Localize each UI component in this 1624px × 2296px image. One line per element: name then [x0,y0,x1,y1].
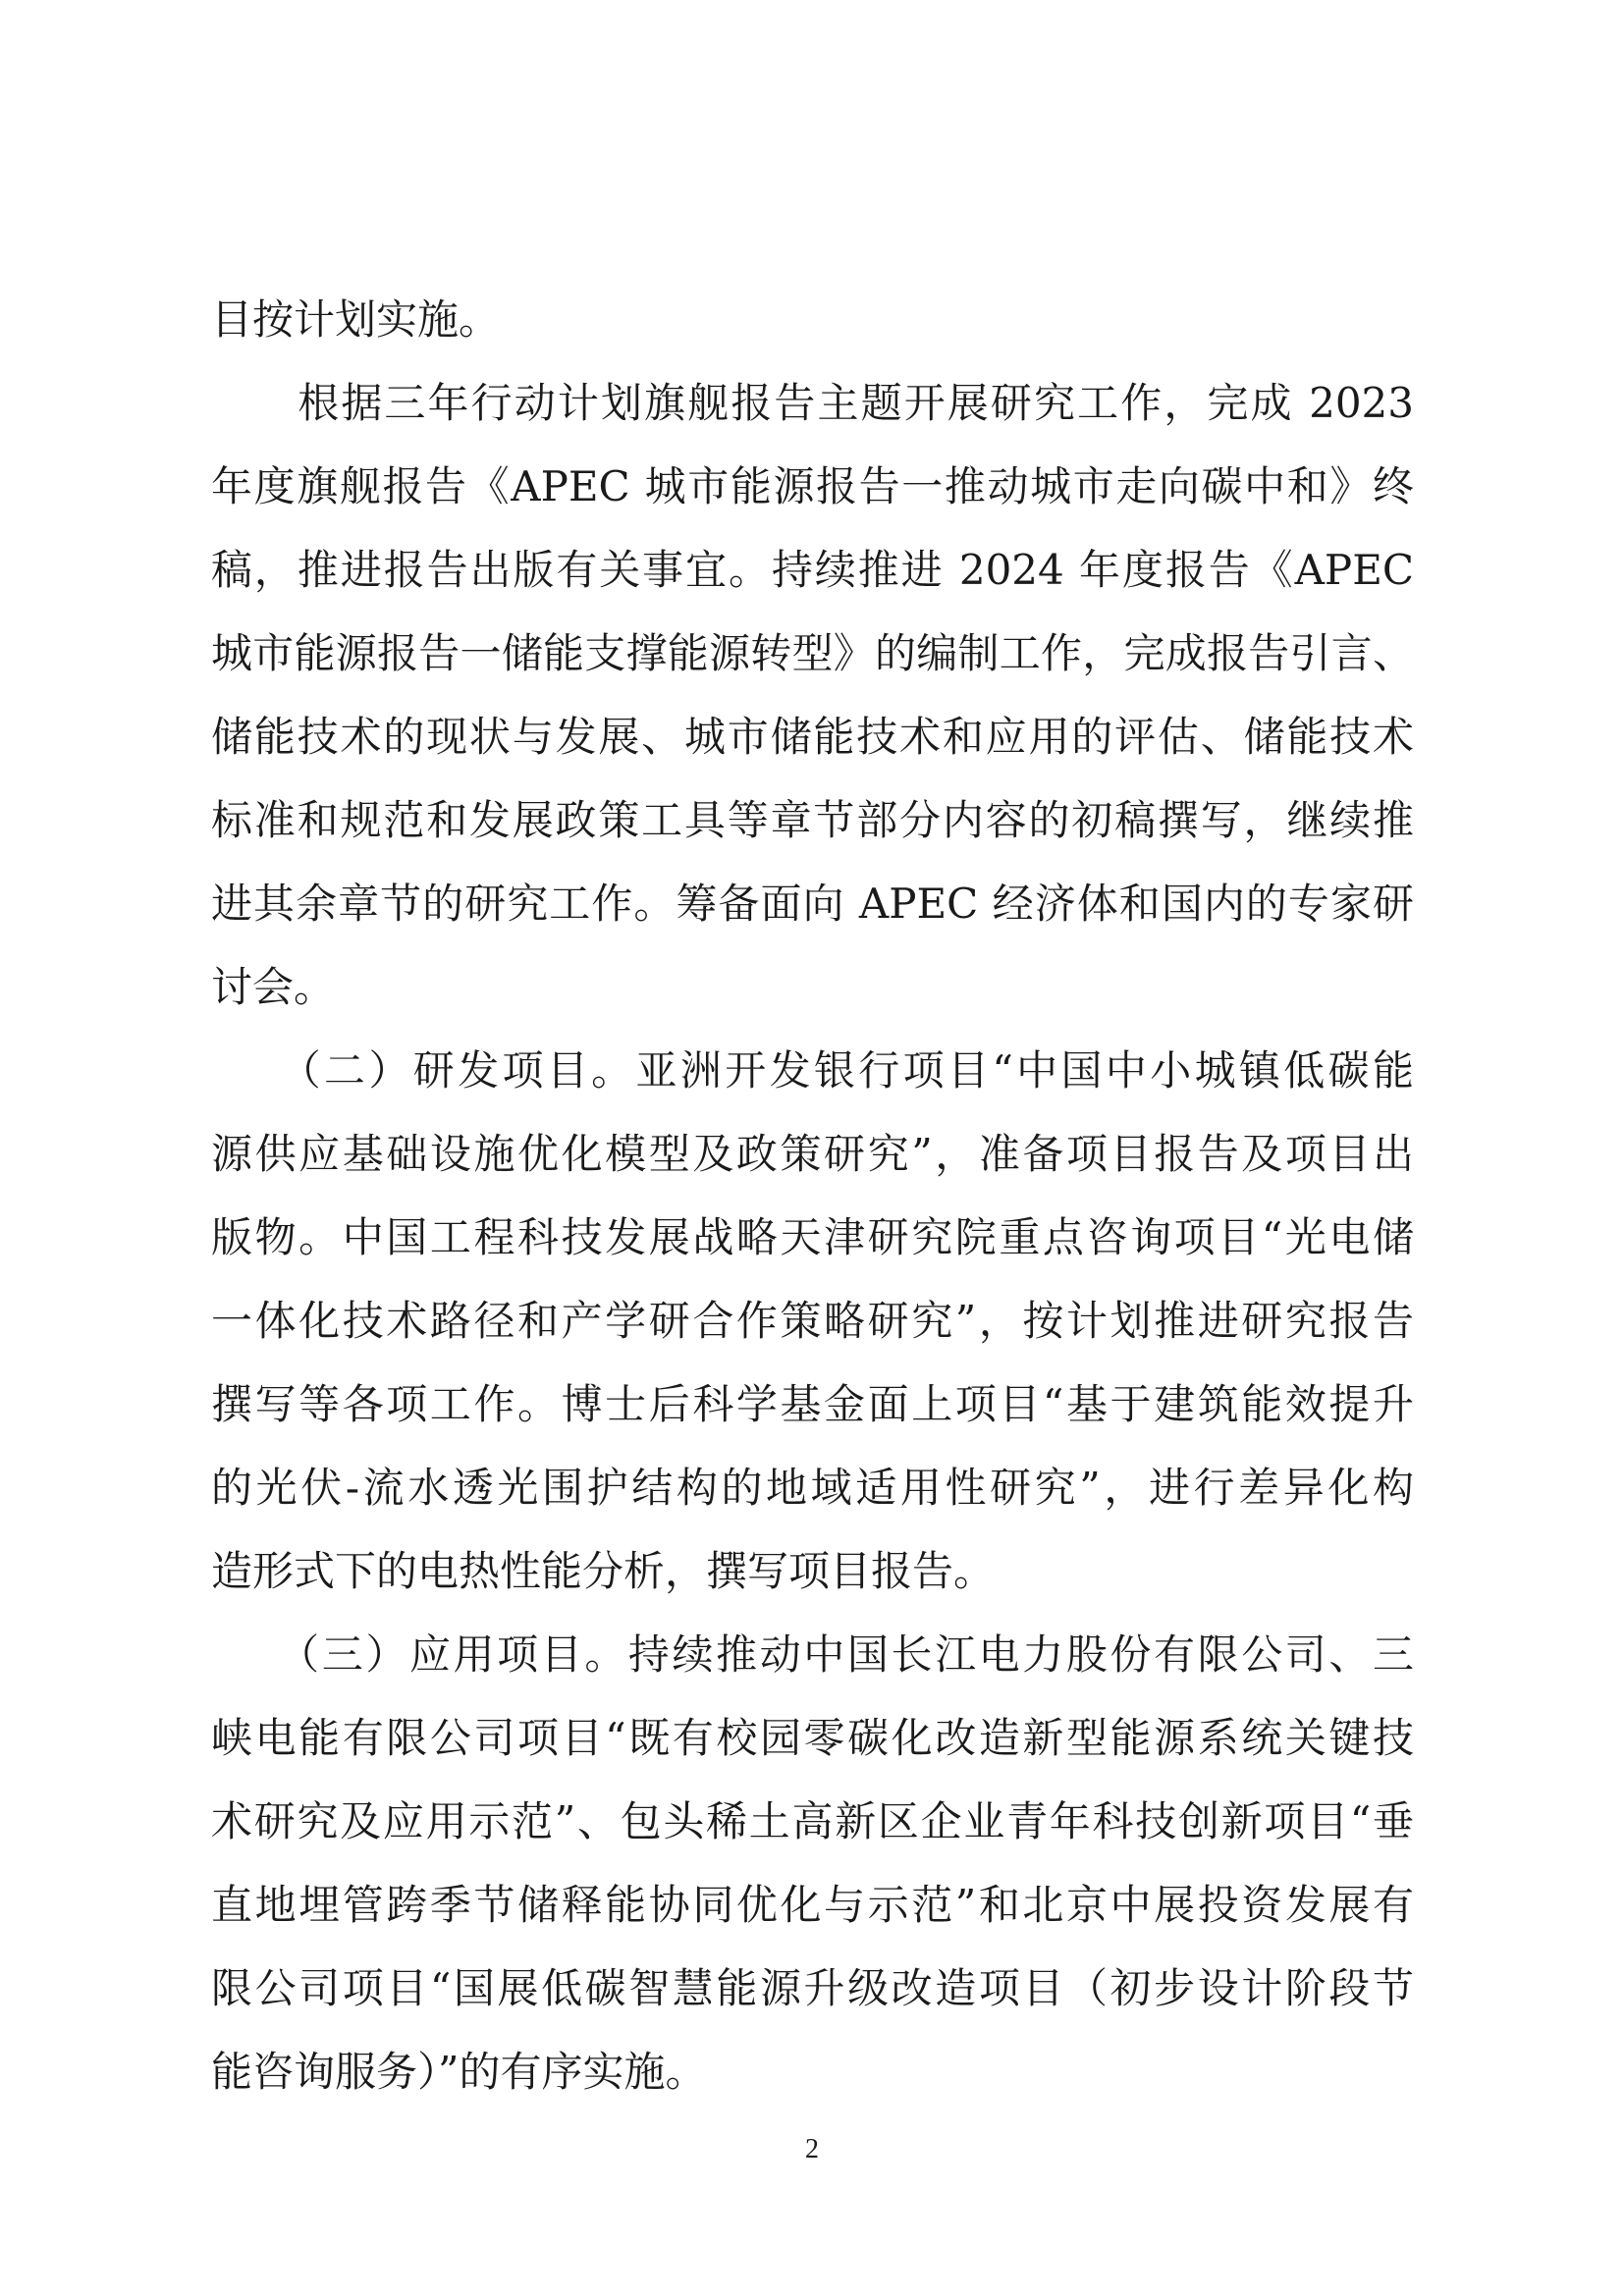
text-line: 术研究及应用示范”、包头稀土高新区企业青年科技创新项目“垂 [211,1797,1414,1845]
text-line: 峡电能有限公司项目“既有校园零碳化改造新型能源系统关键技 [211,1714,1414,1762]
text-line: 根据三年行动计划旗舰报告主题开展研究工作，完成 2023 [211,379,1414,427]
text-line: 撰写等各项工作。博士后科学基金面上项目“基于建筑能效提升 [211,1380,1414,1428]
text-line: 能咨询服务）”的有序实施。 [211,2048,707,2096]
text-line: 储能技术的现状与发展、城市储能技术和应用的评估、储能技术 [211,713,1414,761]
text-line: （二）研发项目。亚洲开发银行项目“中国中小城镇低碳能 [211,1046,1414,1095]
page-number: 2 [805,2134,819,2164]
text-line: 城市能源报告一储能支撑能源转型》的编制工作，完成报告引言、 [211,629,1414,677]
text-line: （三）应用项目。持续推动中国长江电力股份有限公司、三 [211,1630,1414,1679]
text-line: 源供应基础设施优化模型及政策研究”，准备项目报告及项目出 [211,1130,1414,1178]
text-line: 直地埋管跨季节储释能协同优化与示范”和北京中展投资发展有 [211,1881,1414,1929]
text-line: 限公司项目“国展低碳智慧能源升级改造项目（初步设计阶段节 [211,1964,1414,2012]
text-line: 标准和规范和发展政策工具等章节部分内容的初稿撰写，继续推 [211,796,1414,844]
text-line: 一体化技术路径和产学研合作策略研究”，按计划推进研究报告 [211,1297,1414,1345]
text-line: 目按计划实施。 [211,295,501,344]
text-line: 讨会。 [211,963,336,1011]
text-line: 稿，推进报告出版有关事宜。持续推进 2024 年度报告《APEC [211,546,1414,594]
text-line: 版物。中国工程科技发展战略天津研究院重点咨询项目“光电储 [211,1213,1414,1261]
text-line: 年度旗舰报告《APEC 城市能源报告一推动城市走向碳中和》终 [211,462,1414,510]
text-line: 造形式下的电热性能分析，撰写项目报告。 [211,1547,996,1595]
text-line: 进其余章节的研究工作。筹备面向 APEC 经济体和国内的专家研 [211,880,1414,928]
text-line: 的光伏-流水透光围护结构的地域适用性研究”，进行差异化构 [211,1464,1414,1512]
